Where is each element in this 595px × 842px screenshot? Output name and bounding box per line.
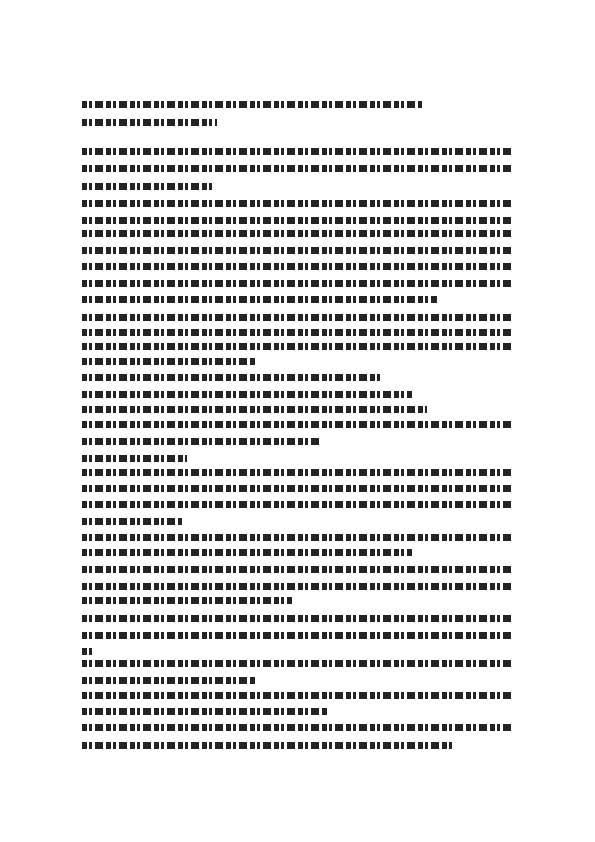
text-line bbox=[82, 692, 512, 699]
text-line bbox=[82, 391, 412, 398]
text-line bbox=[82, 566, 512, 573]
text-line bbox=[82, 632, 512, 639]
text-line bbox=[82, 724, 512, 731]
text-line bbox=[82, 534, 512, 541]
text-line bbox=[82, 660, 512, 667]
text-line bbox=[82, 742, 452, 749]
text-line bbox=[82, 455, 187, 462]
text-line bbox=[82, 263, 512, 270]
text-line bbox=[82, 148, 512, 155]
text-line bbox=[82, 518, 182, 525]
text-line bbox=[82, 469, 512, 476]
text-line bbox=[82, 583, 512, 590]
text-line bbox=[82, 280, 512, 287]
text-line bbox=[82, 230, 512, 237]
text-line bbox=[82, 314, 512, 321]
text-line bbox=[82, 217, 512, 224]
text-line bbox=[82, 501, 512, 508]
text-line bbox=[82, 329, 512, 336]
text-line bbox=[82, 101, 422, 108]
text-line bbox=[82, 247, 512, 254]
text-line bbox=[82, 708, 327, 715]
text-line bbox=[82, 615, 512, 622]
text-line bbox=[82, 374, 382, 381]
text-line bbox=[82, 119, 217, 126]
text-line bbox=[82, 343, 512, 350]
text-line bbox=[82, 296, 437, 303]
text-line bbox=[82, 438, 322, 445]
text-line bbox=[82, 485, 512, 492]
text-line bbox=[82, 358, 257, 365]
text-line bbox=[82, 648, 92, 655]
text-line bbox=[82, 165, 512, 172]
text-line bbox=[82, 421, 512, 428]
text-line bbox=[82, 597, 292, 604]
text-line bbox=[82, 200, 512, 207]
text-line bbox=[82, 406, 427, 413]
text-line bbox=[82, 677, 257, 684]
text-line bbox=[82, 183, 212, 190]
text-line bbox=[82, 549, 412, 556]
